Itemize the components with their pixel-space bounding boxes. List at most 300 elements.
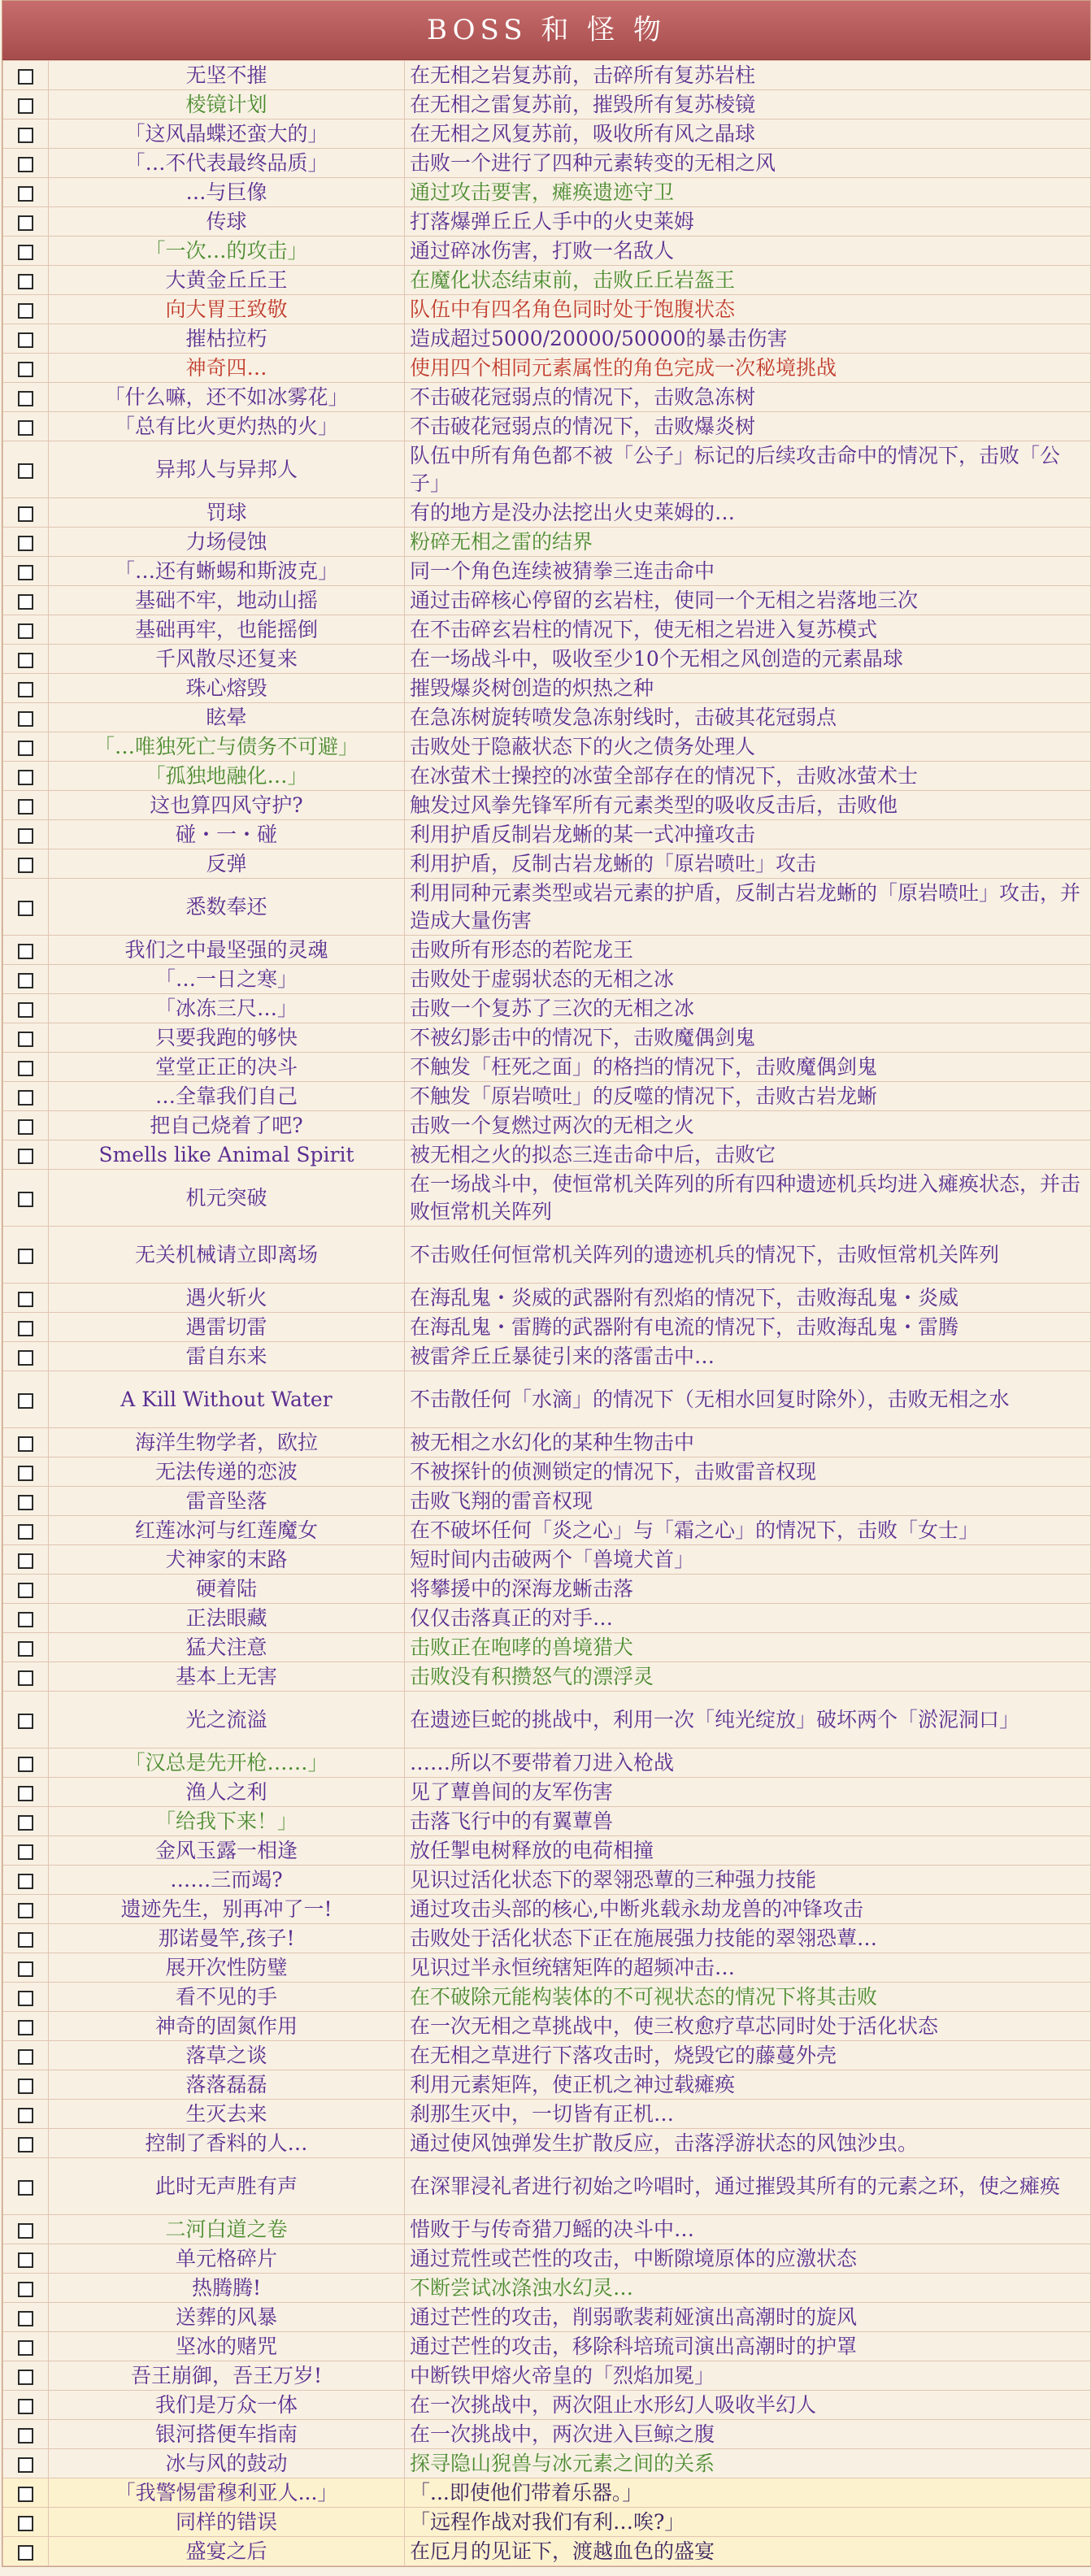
- achievement-description: 不击破花冠弱点的情况下，击败急冻树: [405, 383, 1091, 412]
- achievement-name: 反弹: [49, 849, 405, 879]
- achievement-description: 在无相之雷复苏前，摧毁所有复苏棱镜: [405, 90, 1091, 119]
- achievement-name: 神奇的固氮作用: [49, 2012, 405, 2041]
- achievement-description: 摧毁爆炎树创造的炽热之种: [405, 674, 1091, 703]
- achievement-description: 在深罪浸礼者进行初始之吟唱时，通过摧毁其所有的元素之环，使之瘫痪: [405, 2158, 1091, 2215]
- checkbox-cell: [3, 1836, 49, 1866]
- achievement-description: 见识过半永恒统辖矩阵的超频冲击…: [405, 1953, 1091, 1983]
- empty-checkbox-icon[interactable]: [18, 1393, 33, 1409]
- achievement-description: 中断铁甲熔火帝皇的「烈焰加冕」: [405, 2361, 1091, 2391]
- checkbox-cell: [3, 412, 49, 441]
- achievement-description: 同一个角色连续被猜拳三连击命中: [405, 557, 1091, 586]
- achievement-row: [3, 2274, 1091, 2303]
- checkbox-cell: [3, 1284, 49, 1313]
- achievement-description: 击败飞翔的雷音权现: [405, 1487, 1091, 1516]
- achievement-description: 「...即使他们带着乐器。」: [405, 2478, 1091, 2508]
- achievement-name: 基础再牢，也能摇倒: [49, 615, 405, 645]
- empty-checkbox-icon[interactable]: [18, 98, 33, 114]
- achievement-description: 通过攻击要害，瘫痪遗迹守卫: [405, 178, 1091, 207]
- achievement-name: 雷自东来: [49, 1342, 405, 1371]
- achievement-description: 击败所有形态的若陀龙王: [405, 936, 1091, 965]
- checkbox-cell: [3, 2303, 49, 2332]
- empty-checkbox-icon[interactable]: [18, 1002, 33, 1018]
- achievement-row: [3, 1342, 1091, 1371]
- empty-checkbox-icon[interactable]: [18, 2545, 33, 2561]
- achievement-name: 「孤独地融化…」: [49, 762, 405, 791]
- achievement-description: 利用护盾反制岩龙蜥的某一式冲撞攻击: [405, 820, 1091, 849]
- achievement-name: 机元突破: [49, 1170, 405, 1227]
- achievement-name: 「汉总是先开枪……」: [49, 1748, 405, 1778]
- empty-checkbox-icon[interactable]: [18, 1436, 33, 1452]
- checkbox-cell: [3, 2449, 49, 2478]
- achievement-name: 「…唯独死亡与债务不可避」: [49, 732, 405, 762]
- achievement-description: 击落飞行中的有翼蕈兽: [405, 1807, 1091, 1836]
- achievement-sheet: [2, 0, 1091, 2567]
- checkbox-cell: [3, 1748, 49, 1778]
- checkbox-cell: [3, 1866, 49, 1895]
- achievement-name: 千风散尽还复来: [49, 645, 405, 674]
- achievement-row: [3, 732, 1091, 762]
- empty-checkbox-icon[interactable]: [18, 1495, 33, 1510]
- checkbox-cell: [3, 354, 49, 383]
- empty-checkbox-icon[interactable]: [18, 1032, 33, 1047]
- empty-checkbox-icon[interactable]: [18, 623, 33, 639]
- achievement-name: Smells like Animal Spirit: [49, 1140, 405, 1170]
- achievement-name: 这也算四风守护?: [49, 791, 405, 820]
- achievement-description: 在不击碎玄岩柱的情况下，使无相之岩进入复苏模式: [405, 615, 1091, 645]
- checkbox-cell: [3, 674, 49, 703]
- empty-checkbox-icon[interactable]: [18, 741, 33, 756]
- achievement-description: 有的地方是没办法挖出火史莱姆的…: [405, 498, 1091, 528]
- achievement-row: [3, 1140, 1091, 1170]
- achievement-row: [3, 61, 1091, 90]
- checkbox-cell: [3, 2158, 49, 2215]
- achievement-description: 不被探针的侦测锁定的情况下，击败雷音权现: [405, 1457, 1091, 1487]
- achievement-row: [3, 441, 1091, 498]
- achievement-row: [3, 324, 1091, 354]
- empty-checkbox-icon[interactable]: [18, 2399, 33, 2414]
- achievement-description: 仅仅击落真正的对手…: [405, 1604, 1091, 1633]
- empty-checkbox-icon[interactable]: [18, 391, 33, 406]
- achievement-row: [3, 1924, 1091, 1953]
- checkbox-cell: [3, 1604, 49, 1633]
- achievement-description: 被雷斧丘丘暴徒引来的落雷击中…: [405, 1342, 1091, 1371]
- achievement-description: 击败一个复苏了三次的无相之冰: [405, 994, 1091, 1023]
- achievement-name: 无法传递的恋波: [49, 1457, 405, 1487]
- achievement-name: 神奇四…: [49, 354, 405, 383]
- achievement-name: 红莲冰河与红莲魔女: [49, 1516, 405, 1545]
- achievement-description: 利用同种元素类型或岩元素的护盾，反制古岩龙蜥的「原岩喷吐」攻击，并造成大量伤害: [405, 879, 1091, 936]
- achievement-name: 传球: [49, 207, 405, 237]
- empty-checkbox-icon[interactable]: [18, 2108, 33, 2123]
- achievement-row: [3, 1748, 1091, 1778]
- checkbox-cell: [3, 2244, 49, 2274]
- achievement-name: 无关机械请立即离场: [49, 1227, 405, 1284]
- empty-checkbox-icon[interactable]: [18, 1815, 33, 1831]
- checkbox-cell: [3, 441, 49, 498]
- achievement-row: [3, 1023, 1091, 1053]
- achievement-name: 只要我跑的够快: [49, 1023, 405, 1053]
- checkbox-cell: [3, 1227, 49, 1284]
- empty-checkbox-icon[interactable]: [18, 1249, 33, 1264]
- achievement-description: 短时间内击破两个「兽境犬首」: [405, 1545, 1091, 1575]
- achievement-description: 不触发「枉死之面」的格挡的情况下，击败魔偶剑鬼: [405, 1053, 1091, 1082]
- achievement-description: 在厄月的见证下，渡越血色的盛宴: [405, 2537, 1091, 2566]
- empty-checkbox-icon[interactable]: [18, 157, 33, 172]
- achievement-name: 热腾腾!: [49, 2274, 405, 2303]
- empty-checkbox-icon[interactable]: [18, 1090, 33, 1106]
- checkbox-cell: [3, 2274, 49, 2303]
- empty-checkbox-icon[interactable]: [18, 2252, 33, 2268]
- achievement-name: 冰与风的鼓动: [49, 2449, 405, 2478]
- achievement-name: 那诺曼竿,孩子!: [49, 1924, 405, 1953]
- empty-checkbox-icon[interactable]: [18, 565, 33, 580]
- checkbox-cell: [3, 2012, 49, 2041]
- achievement-row: [3, 674, 1091, 703]
- achievement-name: 悉数奉还: [49, 879, 405, 936]
- empty-checkbox-icon[interactable]: [18, 1932, 33, 1948]
- checkbox-cell: [3, 1023, 49, 1053]
- achievement-row: [3, 879, 1091, 936]
- achievement-name: 猛犬注意: [49, 1633, 405, 1662]
- achievement-description: 不触发「原岩喷吐」的反噬的情况下，击败古岩龙蜥: [405, 1082, 1091, 1111]
- achievement-description: 刹那生灭中，一切皆有正机…: [405, 2100, 1091, 2129]
- empty-checkbox-icon[interactable]: [18, 2428, 33, 2444]
- empty-checkbox-icon[interactable]: [18, 594, 33, 610]
- empty-checkbox-icon[interactable]: [18, 1149, 33, 1164]
- empty-checkbox-icon[interactable]: [18, 128, 33, 143]
- achievement-row: [3, 2303, 1091, 2332]
- checkbox-cell: [3, 266, 49, 295]
- achievement-row: [3, 2244, 1091, 2274]
- achievement-name: 「我警惕雷穆利亚人...」: [49, 2478, 405, 2508]
- achievement-name: 我们之中最坚强的灵魂: [49, 936, 405, 965]
- page-title: BOSS 和 怪 物: [2, 1, 1090, 60]
- empty-checkbox-icon[interactable]: [18, 770, 33, 785]
- achievement-name: 我们是万众一体: [49, 2391, 405, 2420]
- achievement-description: 在一次挑战中，两次阻止水形幻人吸收半幻人: [405, 2391, 1091, 2420]
- empty-checkbox-icon[interactable]: [18, 420, 33, 436]
- checkbox-cell: [3, 1545, 49, 1575]
- achievement-row: [3, 2100, 1091, 2129]
- achievement-description: 在海乱鬼・炎威的武器附有烈焰的情况下，击败海乱鬼・炎威: [405, 1284, 1091, 1313]
- checkbox-cell: [3, 1371, 49, 1428]
- achievement-row: [3, 1170, 1091, 1227]
- empty-checkbox-icon[interactable]: [18, 682, 33, 697]
- empty-checkbox-icon[interactable]: [18, 362, 33, 377]
- achievement-row: [3, 2391, 1091, 2420]
- empty-checkbox-icon[interactable]: [18, 828, 33, 844]
- checkbox-cell: [3, 61, 49, 90]
- achievement-description: 打落爆弹丘丘人手中的火史莱姆: [405, 207, 1091, 237]
- empty-checkbox-icon[interactable]: [18, 463, 33, 479]
- empty-checkbox-icon[interactable]: [18, 2049, 33, 2065]
- achievement-description: 在魔化状态结束前，击败丘丘岩盔王: [405, 266, 1091, 295]
- achievement-row: [3, 90, 1091, 119]
- achievement-row: [3, 586, 1091, 615]
- achievement-name: 碰・一・碰: [49, 820, 405, 849]
- checkbox-cell: [3, 994, 49, 1023]
- checkbox-cell: [3, 324, 49, 354]
- achievement-row: [3, 1487, 1091, 1516]
- achievement-description: 在急冻树旋转喷发急冻射线时，击破其花冠弱点: [405, 703, 1091, 732]
- achievement-name: 异邦人与异邦人: [49, 441, 405, 498]
- checkbox-cell: [3, 586, 49, 615]
- achievement-name: 「这风晶蝶还蛮大的」: [49, 119, 405, 149]
- achievement-row: [3, 1313, 1091, 1342]
- achievement-row: [3, 1866, 1091, 1895]
- achievement-row: [3, 645, 1091, 674]
- achievement-row: [3, 2332, 1091, 2361]
- achievement-row: [3, 1227, 1091, 1284]
- empty-checkbox-icon[interactable]: [18, 1961, 33, 1977]
- checkbox-cell: [3, 207, 49, 237]
- checkbox-cell: [3, 1924, 49, 1953]
- empty-checkbox-icon[interactable]: [18, 2370, 33, 2385]
- empty-checkbox-icon[interactable]: [18, 303, 33, 319]
- empty-checkbox-icon[interactable]: [18, 1292, 33, 1307]
- empty-checkbox-icon[interactable]: [18, 1119, 33, 1135]
- empty-checkbox-icon[interactable]: [18, 1903, 33, 1918]
- empty-checkbox-icon[interactable]: [18, 332, 33, 348]
- achievement-row: [3, 1604, 1091, 1633]
- empty-checkbox-icon[interactable]: [18, 2487, 33, 2502]
- achievement-row: [3, 2420, 1091, 2449]
- achievement-description: 在一场战斗中，使恒常机关阵列的所有四种遗迹机兵均进入瘫痪状态，并击败恒常机关阵列: [405, 1170, 1091, 1227]
- achievement-name: 「一次…的攻击」: [49, 237, 405, 266]
- empty-checkbox-icon[interactable]: [18, 69, 33, 85]
- achievement-name: 海洋生物学者，欧拉: [49, 1428, 405, 1457]
- achievement-name: 罚球: [49, 498, 405, 528]
- empty-checkbox-icon[interactable]: [18, 711, 33, 727]
- achievement-description: 不击破花冠弱点的情况下，击败爆炎树: [405, 412, 1091, 441]
- empty-checkbox-icon[interactable]: [18, 215, 33, 231]
- empty-checkbox-icon[interactable]: [18, 2457, 33, 2473]
- achievement-description: 不断尝试冰涤浊水幻灵…: [405, 2274, 1091, 2303]
- achievement-row: [3, 295, 1091, 324]
- empty-checkbox-icon[interactable]: [18, 1466, 33, 1481]
- empty-checkbox-icon[interactable]: [18, 1061, 33, 1076]
- achievement-row: [3, 1836, 1091, 1866]
- checkbox-cell: [3, 1692, 49, 1748]
- achievement-name: 金风玉露一相逢: [49, 1836, 405, 1866]
- achievement-name: 渔人之利: [49, 1778, 405, 1807]
- achievement-row: [3, 1895, 1091, 1924]
- checkbox-cell: [3, 1170, 49, 1227]
- empty-checkbox-icon[interactable]: [18, 901, 33, 916]
- empty-checkbox-icon[interactable]: [18, 1670, 33, 1686]
- checkbox-cell: [3, 1111, 49, 1140]
- empty-checkbox-icon[interactable]: [18, 2311, 33, 2326]
- empty-checkbox-icon[interactable]: [18, 1524, 33, 1540]
- empty-checkbox-icon[interactable]: [18, 1757, 33, 1772]
- achievement-row: [3, 762, 1091, 791]
- empty-checkbox-icon[interactable]: [18, 2340, 33, 2356]
- checkbox-cell: [3, 645, 49, 674]
- achievement-name: 眩晕: [49, 703, 405, 732]
- achievement-name: 堂堂正正的决斗: [49, 1053, 405, 1082]
- achievement-description: 在无相之风复苏前，吸收所有风之晶球: [405, 119, 1091, 149]
- achievement-description: 不被幻影击中的情况下，击败魔偶剑鬼: [405, 1023, 1091, 1053]
- achievement-row: [3, 1516, 1091, 1545]
- checkbox-cell: [3, 1140, 49, 1170]
- achievement-row: [3, 1692, 1091, 1748]
- checkbox-cell: [3, 2508, 49, 2537]
- achievement-description: 探寻隐山猊兽与冰元素之间的关系: [405, 2449, 1091, 2478]
- checkbox-cell: [3, 119, 49, 149]
- achievement-description: 利用元素矩阵，使正机之神过载瘫痪: [405, 2070, 1091, 2100]
- achievement-name: 犬神家的末路: [49, 1545, 405, 1575]
- achievement-row: [3, 1053, 1091, 1082]
- empty-checkbox-icon[interactable]: [18, 1192, 33, 1207]
- achievement-row: [3, 528, 1091, 557]
- empty-checkbox-icon[interactable]: [18, 1641, 33, 1657]
- checkbox-cell: [3, 936, 49, 965]
- empty-checkbox-icon[interactable]: [18, 2516, 33, 2531]
- achievement-row: [3, 791, 1091, 820]
- achievement-row: [3, 1545, 1091, 1575]
- checkbox-cell: [3, 703, 49, 732]
- achievement-name: ……三而竭?: [49, 1866, 405, 1895]
- achievement-name: 「总有比火更灼热的火」: [49, 412, 405, 441]
- achievement-name: 摧枯拉朽: [49, 324, 405, 354]
- achievement-row: [3, 1428, 1091, 1457]
- checkbox-cell: [3, 178, 49, 207]
- achievement-description: 不击散任何「水滴」的情况下（无相水回复时除外），击败无相之水: [405, 1371, 1091, 1428]
- achievement-row: [3, 1457, 1091, 1487]
- achievement-row: [3, 1662, 1091, 1692]
- empty-checkbox-icon[interactable]: [18, 274, 33, 289]
- achievement-row: [3, 557, 1091, 586]
- checkbox-cell: [3, 965, 49, 994]
- achievement-row: [3, 1371, 1091, 1428]
- achievement-description: ……所以不要带着刀进入枪战: [405, 1748, 1091, 1778]
- empty-checkbox-icon[interactable]: [18, 2180, 33, 2196]
- checkbox-cell: [3, 1662, 49, 1692]
- achievement-description: 在一次无相之草挑战中，使三枚愈疗草芯同时处于活化状态: [405, 2012, 1091, 2041]
- achievement-row: [3, 412, 1091, 441]
- achievement-name: 把自己烧着了吧?: [49, 1111, 405, 1140]
- checkbox-cell: [3, 820, 49, 849]
- checkbox-cell: [3, 2215, 49, 2244]
- empty-checkbox-icon[interactable]: [18, 2137, 33, 2152]
- achievement-row: [3, 2508, 1091, 2537]
- empty-checkbox-icon[interactable]: [18, 799, 33, 815]
- achievement-row: [3, 2478, 1091, 2508]
- achievement-description: 在不破除元能构装体的不可视状态的情况下将其击败: [405, 1983, 1091, 2012]
- checkbox-cell: [3, 1575, 49, 1604]
- empty-checkbox-icon[interactable]: [18, 536, 33, 551]
- achievement-name: 「什么嘛，还不如冰雾花」: [49, 383, 405, 412]
- achievement-description: 在无相之岩复苏前，击碎所有复苏岩柱: [405, 61, 1091, 90]
- achievement-table: [2, 60, 1091, 2566]
- achievement-description: 击败没有积攒怒气的漂浮灵: [405, 1662, 1091, 1692]
- empty-checkbox-icon[interactable]: [18, 1350, 33, 1366]
- achievement-name: 「…不代表最终品质」: [49, 149, 405, 178]
- empty-checkbox-icon[interactable]: [18, 1612, 33, 1627]
- checkbox-cell: [3, 2391, 49, 2420]
- achievement-description: 在遗迹巨蛇的挑战中，利用一次「纯光绽放」破坏两个「淤泥洞口」: [405, 1692, 1091, 1748]
- achievement-description: 在一次挑战中，两次进入巨鲸之腹: [405, 2420, 1091, 2449]
- empty-checkbox-icon[interactable]: [18, 2282, 33, 2297]
- achievement-row: [3, 1807, 1091, 1836]
- achievement-row: [3, 1111, 1091, 1140]
- achievement-name: 送葬的风暴: [49, 2303, 405, 2332]
- empty-checkbox-icon[interactable]: [18, 1321, 33, 1336]
- achievement-description: 队伍中有四名角色同时处于饱腹状态: [405, 295, 1091, 324]
- checkbox-cell: [3, 2070, 49, 2100]
- achievement-row: [3, 383, 1091, 412]
- achievement-name: 落草之谈: [49, 2041, 405, 2070]
- empty-checkbox-icon[interactable]: [18, 1844, 33, 1860]
- achievement-row: [3, 354, 1091, 383]
- achievement-name: 展开次性防璧: [49, 1953, 405, 1983]
- achievement-description: 造成超过5000/20000/50000的暴击伤害: [405, 324, 1091, 354]
- achievement-row: [3, 965, 1091, 994]
- achievement-description: 被无相之火的拟态三连击命中后，击败它: [405, 1140, 1091, 1170]
- achievement-row: [3, 2129, 1091, 2158]
- achievement-name: 吾王崩御，吾王万岁!: [49, 2361, 405, 2391]
- achievement-row: [3, 2158, 1091, 2215]
- empty-checkbox-icon[interactable]: [18, 973, 33, 988]
- achievement-row: [3, 207, 1091, 237]
- achievement-name: 向大胃王致敬: [49, 295, 405, 324]
- achievement-row: [3, 2215, 1091, 2244]
- achievement-name: 「冰冻三尺…」: [49, 994, 405, 1023]
- checkbox-cell: [3, 1428, 49, 1457]
- checkbox-cell: [3, 2537, 49, 2566]
- achievement-row: [3, 149, 1091, 178]
- achievement-description: 利用护盾，反制古岩龙蜥的「原岩喷吐」攻击: [405, 849, 1091, 879]
- achievement-description: 通过使风蚀弹发生扩散反应，击落浮游状态的风蚀沙虫。: [405, 2129, 1091, 2158]
- achievement-name: 硬着陆: [49, 1575, 405, 1604]
- empty-checkbox-icon[interactable]: [18, 1553, 33, 1569]
- empty-checkbox-icon[interactable]: [18, 1786, 33, 1801]
- checkbox-cell: [3, 762, 49, 791]
- achievement-name: 光之流溢: [49, 1692, 405, 1748]
- empty-checkbox-icon[interactable]: [18, 653, 33, 668]
- achievement-description: 不击败任何恒常机关阵列的遗迹机兵的情况下，击败恒常机关阵列: [405, 1227, 1091, 1284]
- achievement-name: 二河白道之卷: [49, 2215, 405, 2244]
- achievement-row: [3, 994, 1091, 1023]
- achievement-name: 大黄金丘丘王: [49, 266, 405, 295]
- achievement-name: 「给我下来！」: [49, 1807, 405, 1836]
- empty-checkbox-icon[interactable]: [18, 2079, 33, 2094]
- achievement-name: 基础不牢，地动山摇: [49, 586, 405, 615]
- empty-checkbox-icon[interactable]: [18, 2223, 33, 2239]
- empty-checkbox-icon[interactable]: [18, 1714, 33, 1729]
- empty-checkbox-icon[interactable]: [18, 506, 33, 522]
- checkbox-cell: [3, 1778, 49, 1807]
- achievement-description: 击败处于活化状态下正在施展强力技能的翠翎恐蕈…: [405, 1924, 1091, 1953]
- empty-checkbox-icon[interactable]: [18, 858, 33, 873]
- empty-checkbox-icon[interactable]: [18, 1991, 33, 2006]
- achievement-description: 通过芒性的攻击，移除科培琉司演出高潮时的护罩: [405, 2332, 1091, 2361]
- empty-checkbox-icon[interactable]: [18, 186, 33, 202]
- checkbox-cell: [3, 1342, 49, 1371]
- checkbox-cell: [3, 498, 49, 528]
- empty-checkbox-icon[interactable]: [18, 1874, 33, 1889]
- empty-checkbox-icon[interactable]: [18, 2020, 33, 2035]
- achievement-description: 在无相之草进行下落攻击时，烧毁它的藤蔓外壳: [405, 2041, 1091, 2070]
- checkbox-cell: [3, 1487, 49, 1516]
- achievement-name: …与巨像: [49, 178, 405, 207]
- empty-checkbox-icon[interactable]: [18, 245, 33, 260]
- achievement-row: [3, 2070, 1091, 2100]
- achievement-name: 「…还有蜥蜴和斯波克」: [49, 557, 405, 586]
- empty-checkbox-icon[interactable]: [18, 1583, 33, 1598]
- empty-checkbox-icon[interactable]: [18, 944, 33, 959]
- achievement-row: [3, 2012, 1091, 2041]
